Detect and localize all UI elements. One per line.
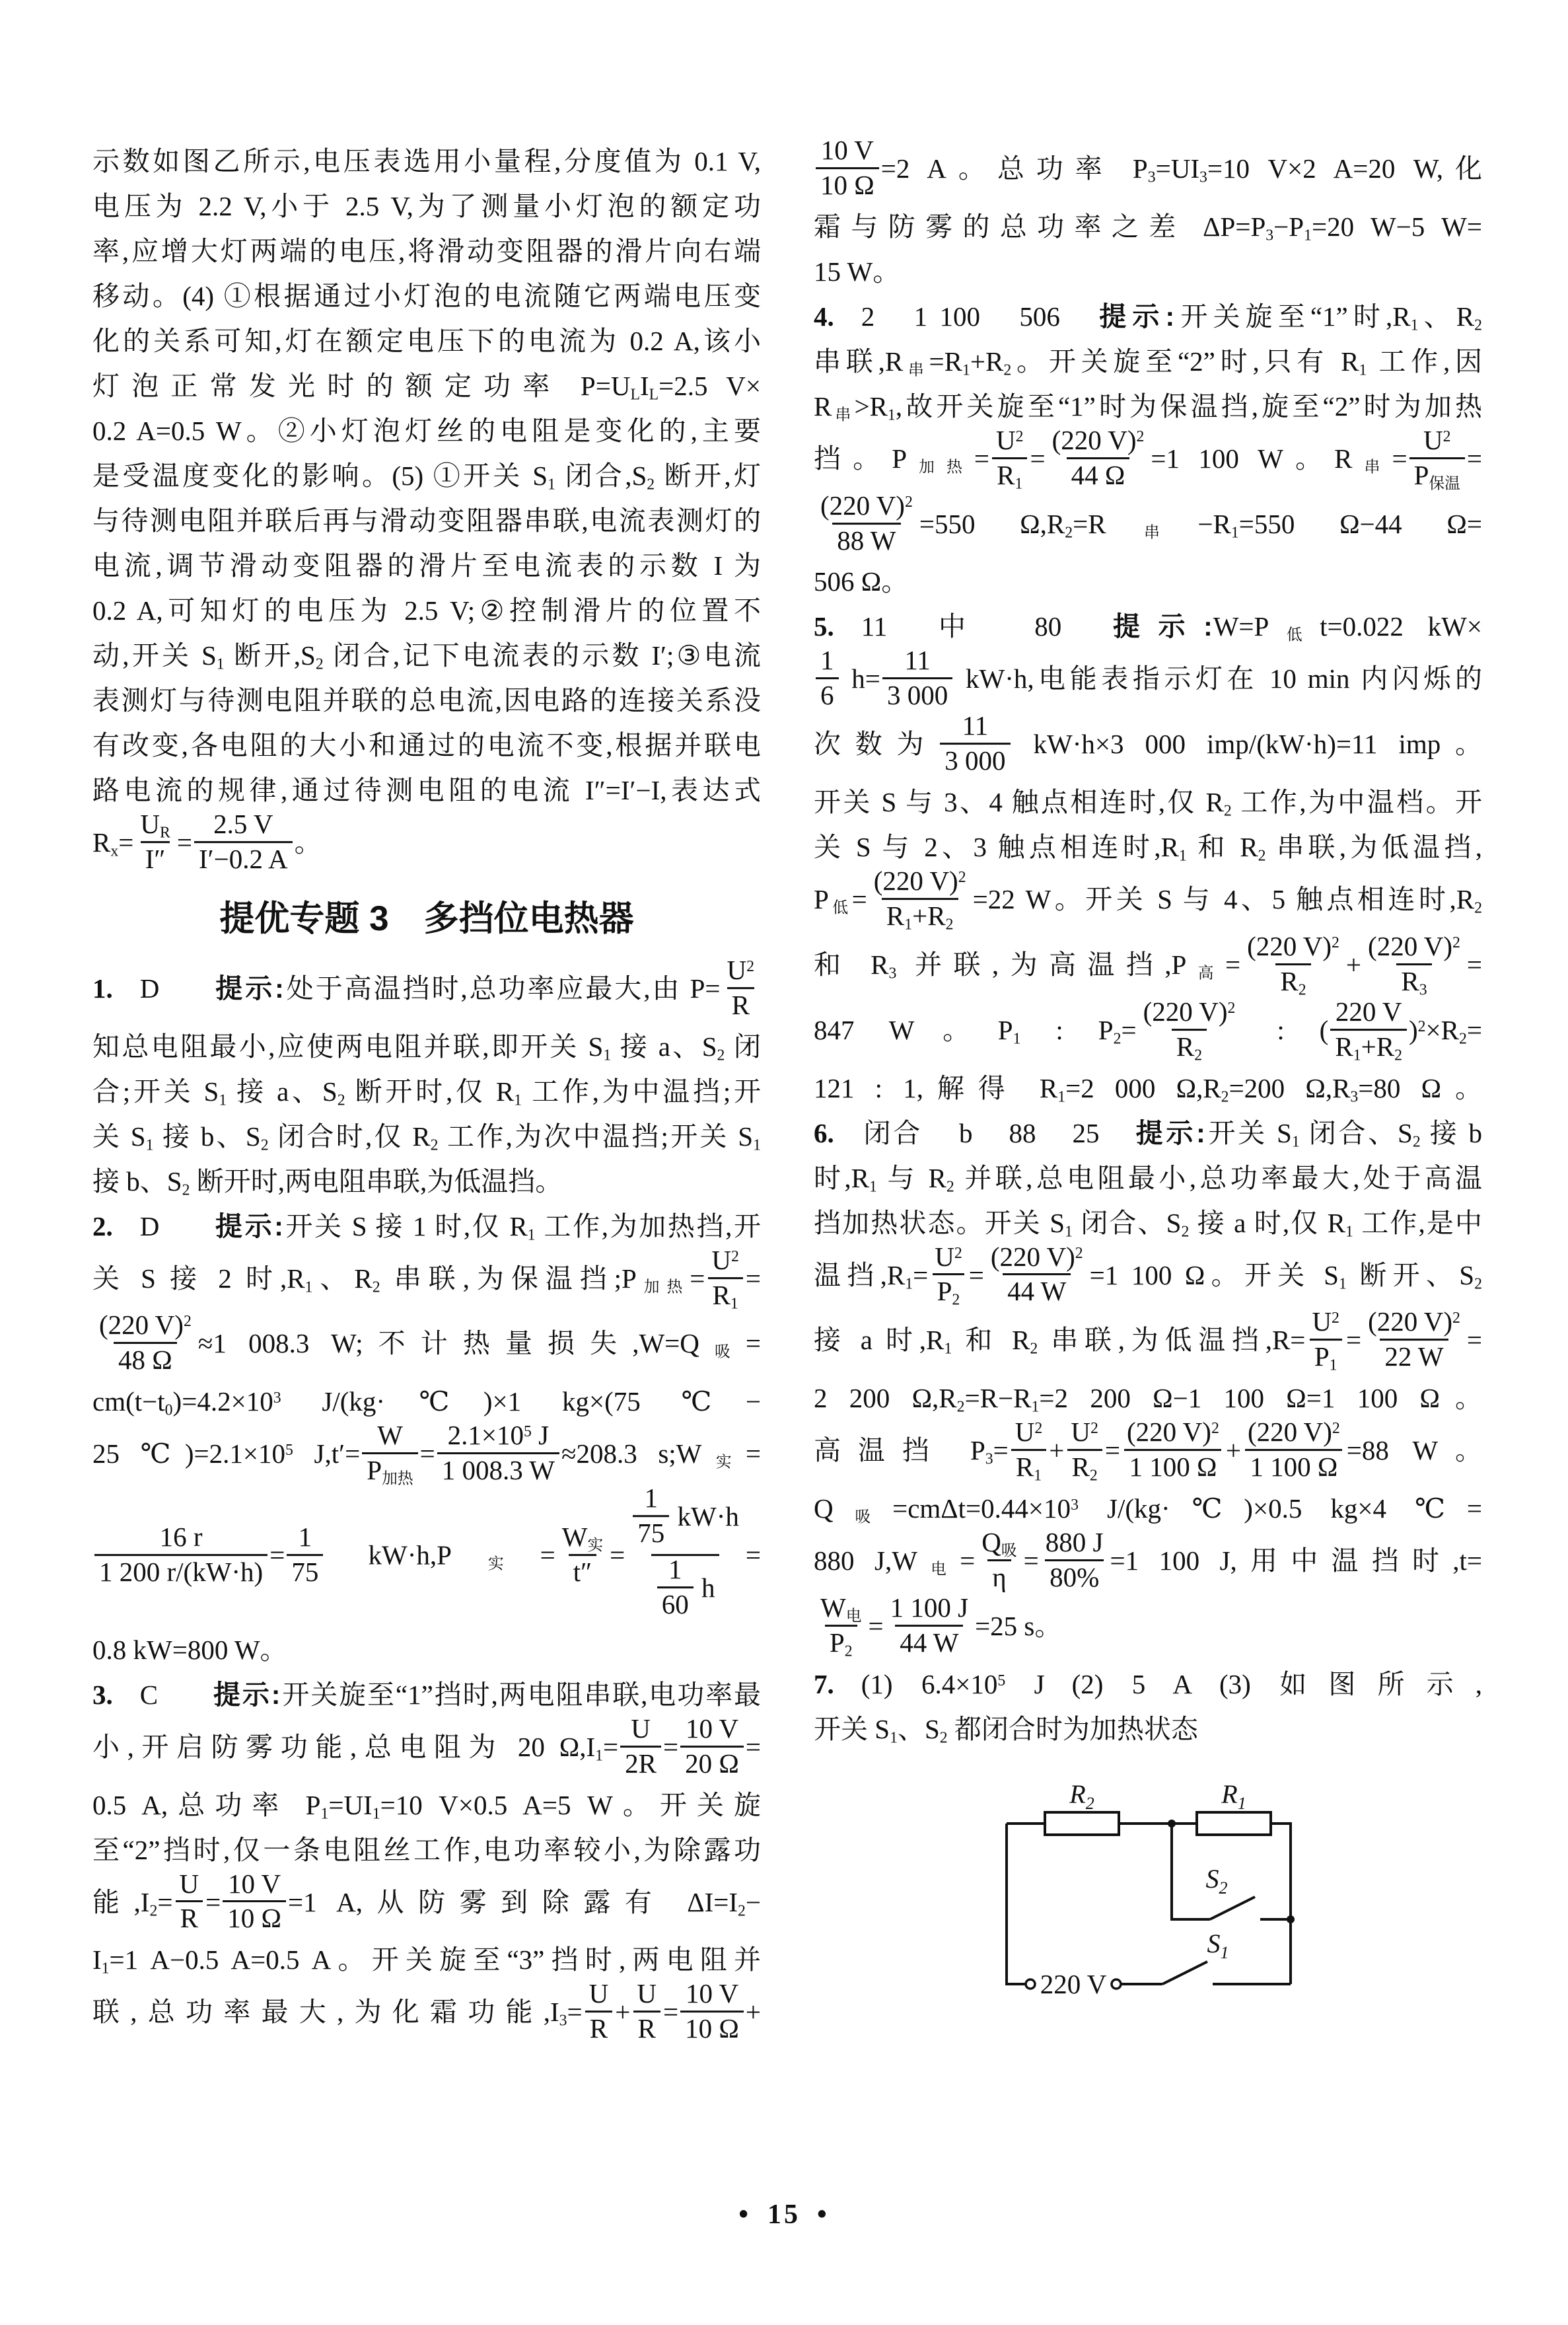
fraction: $\frac{1}{75}$ <box>633 1483 669 1549</box>
circuit-figure <box>960 1778 1304 2009</box>
fraction: $\frac{U^2}{R_1}$ <box>707 1245 744 1311</box>
item-number: 1. <box>92 973 113 1004</box>
text-line: 6. 闭合 b 88 25 提示:开关 $S_1$ 闭合、$S_2$ 接 b <box>814 1117 1482 1151</box>
text-line: 880 $J,W_电=$ $\frac{Q_吸}{\eta}$ = $\frac{880 J}{80\%}$ =1 100 J,用中温挡时,t= <box>814 1527 1483 1592</box>
fraction: $\frac{U}{2R}$ <box>620 1714 661 1779</box>
item-number: 6. <box>814 1117 834 1148</box>
resistor-r2-label: $R_2$ <box>1069 1779 1094 1813</box>
text-line: 506 Ω。 <box>814 566 909 597</box>
switch-s1-label: $S_1$ <box>1207 1928 1229 1962</box>
text-line: $\frac{1}{6}$ h= $\frac{11}{3 000}$ kW·h,电能表指示灯在 10 min 内闪烁的 <box>814 649 1482 714</box>
text-line: 关 S 与 2、3 触点相连时$,R_1$ 和 $R_2$ 串联,为低温挡, <box>814 832 1482 865</box>
fraction: $\frac{U}{R}$ <box>632 1979 661 2044</box>
text-line: 关 $S_1$ 接 b、$S_2$ 闭合时,仅 $R_2$ 工作,为次中温挡;开关 $S_1$ <box>92 1121 761 1154</box>
text-line: 温挡$,R_1=$ $\frac{U^2}{P_2}$ = $\frac{(220 V)^2}{44 W}$ =1 100 Ω。开关 $S_1$ 断开、$S_2$ <box>814 1241 1482 1310</box>
text-line: 121 : 1,解得 $R_1=2$ 000 $\Omega,R_2=200$ $\Omega,R_3=80$ Ω。 <box>814 1072 1482 1106</box>
text-line: 4. 2 1 100 506 提示:开关旋至“1”时$,R_1$、$R_2$ <box>814 301 1482 334</box>
text-line: 2. D 提示:开关 S 接 1 时,仅 $R_1$ 工作,为加热挡,开 <box>92 1210 762 1244</box>
text-line: 表测灯与待测电阻并联的总电流,因电路的连接关系没 <box>92 685 761 716</box>
text-line: 5. 11 中 80 提示$:W=P_低t=0.022$ kW× <box>814 611 1483 645</box>
text-line: 示数如图乙所示,电压表选用小量程,分度值为 0.1 V, <box>92 146 761 176</box>
fraction: $\frac{U^2}{R_1}$ <box>991 425 1028 491</box>
hint-label: 提示: <box>213 1210 284 1241</box>
fraction: $\frac{1}{6}$ <box>816 646 839 712</box>
text-line: 25 $℃)=2.1\times 10^5$ J,t′= $\frac{W}{P_{加热}}$ = $\frac{2.1\times 10^5 J}{1 008.3 W}$ ≈208.3 $s;W_实=$ <box>92 1420 762 1488</box>
fraction: $\frac{U^2}{P_{保温}}$ <box>1409 425 1465 491</box>
fraction: $\frac{2.1\times 10^5 J}{1 008.3 W}$ <box>437 1421 559 1486</box>
right-column <box>814 135 1483 2009</box>
text-line: 与待测电阻并联后再与滑动变阻器串联,电流表测灯的 <box>92 505 761 536</box>
text-line: $\frac{10 V}{10 \Omega}$ =2 A。总功率 $P_3=UI_3=10$ V×2 A=20 W,化 <box>814 139 1482 204</box>
text-line: 知总电阻最小,应使两电阻并联,即开关 $S_1$ 接 a、$S_2$ 闭 <box>92 1031 761 1064</box>
text-line: 和 $R_3$ 并联,为高温挡$,P_高=$ $\frac{(220 V)^2}{R_2}$ + $\frac{(220 V)^2}{R_3}$ = <box>814 930 1482 999</box>
text-line: 7. (1) $6.4\times 10^5$ J (2) 5 A (3) 如图所示, <box>814 1668 1482 1699</box>
circuit-diagram <box>960 1778 1304 2009</box>
fraction: $\frac{U_R}{I''}$ <box>140 809 170 874</box>
fraction: $\frac{880 J}{80\%}$ <box>1045 1527 1104 1592</box>
text-line: 电压为 2.2 V,小于 2.5 V,为了测量小灯泡的额定功 <box>92 191 761 221</box>
text-line: 动,开关 $S_1$ 断开$,S_2$ 闭合,记下电流表的示数 I′;③电流 <box>92 640 761 673</box>
fraction: $\frac{220 V}{R_1+R_2}$ <box>1330 997 1407 1062</box>
fraction: $\frac{10 V}{10 \Omega}$ <box>816 135 879 201</box>
fraction: $\frac{U^2}{P_2}$ <box>930 1242 967 1308</box>
fraction: $\frac{(220 V)^2}{R_3}$ <box>1368 930 1460 999</box>
fraction: $\frac{U^2}{R_2}$ <box>1066 1417 1103 1483</box>
fraction: $\frac{(220 V)^2}{22 W}$ <box>1368 1306 1460 1372</box>
fraction: $\frac{(220 V)^2}{44 W}$ <box>990 1241 1083 1307</box>
voltage-label: 220 V <box>1040 1968 1107 1999</box>
terminal-right <box>1112 1979 1121 1989</box>
fraction: $\frac{1 100 J}{44 W}$ <box>890 1592 969 1658</box>
terminal-left <box>1026 1979 1035 1989</box>
text-line: 接 b、$S_2$ 断开时,两电阻串联,为低温挡。 <box>92 1165 563 1199</box>
fraction: $\frac{2.5 V}{I'-0.2 A}$ <box>194 809 293 875</box>
fraction: $\frac{W_电}{P_2}$ <box>820 1592 862 1660</box>
fraction: $\frac{U^2}{P_1}$ <box>1307 1307 1344 1372</box>
junction-dot-top <box>1168 1820 1176 1827</box>
fraction: $\frac{(220 V)^2}{44 \Omega}$ <box>1051 424 1145 490</box>
text-line: 开关 $S_1$、$S_2$ 都闭合时为加热状态 <box>814 1713 1198 1747</box>
hint-label: 提示: <box>1135 1117 1206 1148</box>
fraction: $\frac{16 r}{1 200 r/(kW\cdot h)}$ <box>94 1522 267 1588</box>
resistor-r1-label: $R_1$ <box>1221 1779 1246 1813</box>
text-line: $\frac{W_电}{P_2}$ = $\frac{1 100 J}{44 W}$ =25 s。 <box>814 1596 1482 1662</box>
resistor-r2-box <box>1045 1812 1119 1835</box>
fraction: $\frac{U}{R}$ <box>585 1979 614 2044</box>
item-number: 7. <box>814 1668 834 1699</box>
text-line: $R_串>R_1$,故开关旋至“1”时为保温挡,旋至“2”时为加热 <box>814 390 1482 424</box>
fraction: $\frac{1}{75}$ kW·h $\frac{1}{60}$ h <box>627 1486 744 1624</box>
hint-label: 提示: <box>212 1679 281 1710</box>
hint-label: 提示: <box>1113 611 1213 642</box>
fraction: $\frac{W_实}{t''}$ <box>561 1522 604 1587</box>
fraction: $\frac{(220 V)^2}{R_2}$ <box>1247 930 1339 999</box>
fraction: $\frac{U^2}{R_1}$ <box>1011 1417 1048 1483</box>
fraction: $\frac{1}{75}$ <box>287 1522 323 1588</box>
text-line: $cm(t-t_0)=4.2\times 10^3$ J/(kg·℃)×1 kg×(75 ℃− <box>92 1386 761 1419</box>
fraction: $\frac{W}{P_{加热}}$ <box>362 1421 417 1486</box>
text-line: 移动。(4) ①根据通过小灯泡的电流随它两端电压变 <box>92 281 761 311</box>
fraction: $\frac{11}{3 000}$ <box>882 646 952 712</box>
text-line: 能$,I_2=$ $\frac{U}{R}$ = $\frac{10 V}{10 \Omega}$ =1 A,从防雾到除露有 $\Delta I=I_2-$ <box>92 1868 762 1934</box>
resistor-r1-box <box>1197 1812 1271 1835</box>
fraction: $\frac{U}{R}$ <box>174 1869 203 1935</box>
text-line: $I_1=1$ A−0.5 A=0.5 A。开关旋至“3”挡时,两电阻并 <box>92 1944 761 1977</box>
fraction: $\frac{(220 V)^2}{48 \Omega}$ <box>99 1310 192 1376</box>
text-line: 化的关系可知,灯在额定电压下的电流为 0.2 A,该小 <box>92 326 761 356</box>
text-line: 挡加热状态。开关 $S_1$ 闭合、$S_2$ 接 a 时,仅 $R_1$ 工作,是中 <box>814 1207 1482 1241</box>
fraction: $\frac{U^2}{R}$ <box>727 954 754 1020</box>
text-line: 小,开启防雾功能,总电阻为 20 $\Omega,I_1=$ $\frac{U}{2R}$ = $\frac{10 V}{20 \Omega}$ = <box>92 1713 761 1779</box>
text-line: $\frac{(220 V)^2}{48 \Omega}$ ≈1 008.3 W;不计热量损失$,W=Q_吸=$ <box>92 1313 761 1379</box>
switch-s2-blade <box>1210 1897 1255 1919</box>
fraction: $\frac{1}{60}$ <box>657 1555 694 1620</box>
hint-label: 提示: <box>213 973 285 1004</box>
fraction: $\frac{10 V}{10 \Omega}$ <box>680 1979 744 2044</box>
text-line: 0.2 A,可知灯的电压为 2.5 V;②控制滑片的位置不 <box>92 595 761 626</box>
text-line: 次数为 $\frac{11}{3 000}$ kW·h×3 000 imp/(kW·h)=11 imp。 <box>814 710 1482 776</box>
hint-label: 提示: <box>1099 301 1176 332</box>
item-number: 4. <box>814 301 834 332</box>
text-line: 关 S 接 2 时$,R_1$、$R_2$ 串联,为保温挡$;P_{加热}=$ $\frac{U^2}{R_1}$ = <box>92 1244 761 1313</box>
fraction: $\frac{(220 V)^2}{R_1+R_2}$ <box>873 866 966 934</box>
text-line: 0.5 A,总功率 $P_1=UI_1=10$ V×0.5 A=5 W。开关旋 <box>92 1789 761 1823</box>
section-title: 提优专题 3 多挡位电热器 <box>219 899 634 938</box>
fraction: $\frac{(220 V)^2}{88 W}$ <box>820 490 913 556</box>
text-line: 2 200 $\Omega,R_2=R-R_1=2$ 200 Ω−1 100 Ω=1 100 Ω。 <box>814 1383 1482 1416</box>
item-number: 3. <box>92 1679 113 1710</box>
text-line: 霜与防雾的总功率之差 $\Delta P=P_3-P_1=20$ W−5 W= <box>814 211 1482 244</box>
text-line: 灯泡正常发光时的额定功率 $P=U_LI_L=2.5$ V× <box>92 371 761 404</box>
text-line: 时$,R_1$ 与 $R_2$ 并联,总电阻最小,总功率最大,处于高温 <box>814 1162 1482 1196</box>
text-line: $\frac{(220 V)^2}{88 W}$ =550 $\Omega,R_2=R_串-R_1=550$ Ω−44 Ω= <box>814 494 1482 560</box>
page-number: • 15 • <box>738 2199 830 2230</box>
fraction: $\frac{(220 V)^2}{1 100 \Omega}$ <box>1243 1417 1345 1483</box>
text-line: $P_低=$ $\frac{(220 V)^2}{R_1+R_2}$ =22 W。开关 S 与 4、5 触点相连时$,R_2$ <box>814 866 1483 934</box>
fraction: $\frac{(220 V)^2}{1 100 \Omega}$ <box>1122 1417 1224 1483</box>
text-line: 有改变,各电阻的大小和通过的电流不变,根据并联电 <box>92 730 761 760</box>
junction-dot-right <box>1287 1915 1295 1923</box>
text-line: 847 W。$P_1$ : $P_2=$ $\frac{(220 V)^2}{R_2}$ : ( $\frac{220 V}{R_1+R_2}$ )$^2\times R_2=$ <box>814 996 1483 1064</box>
text-line: 串联$,R_串=R_1+R_2$。开关旋至“2”时,只有 $R_1$ 工作,因 <box>814 346 1482 379</box>
text-line: 0.8 kW=800 W。 <box>92 1634 287 1665</box>
text-line: 高温挡 $P_3=$ $\frac{U^2}{R_1}$ + $\frac{U^2}{R_2}$ = $\frac{(220 V)^2}{1 100 \Omega}$ + $\frac{(220 V)^2}{1 100 \Omega}$ =88 W。 <box>814 1417 1482 1485</box>
text-line: 至“2”挡时,仅一条电阻丝工作,电功率较小,为除露功 <box>92 1834 761 1865</box>
text-line: 开关 S 与 3、4 触点相连时,仅 $R_2$ 工作,为中温档。开 <box>814 787 1482 820</box>
fraction: $\frac{(220 V)^2}{R_2}$ <box>1143 996 1236 1064</box>
text-line: 联,总功率最大,为化霜功能$,I_3=$ $\frac{U}{R}$ + $\frac{U}{R}$ = $\frac{10 V}{10 \Omega}$ + <box>92 1978 761 2044</box>
right-column-text <box>814 135 1483 1752</box>
left-column <box>92 139 761 2048</box>
text-line: 率,应增大灯两端的电压,将滑动变阻器的滑片向右端 <box>92 236 761 266</box>
text-line: 3. C 提示:开关旋至“1”挡时,两电阻串联,电功率最 <box>92 1679 761 1710</box>
text-line: $\frac{16 r}{1 200 r/(kW\cdot h)}$ = $\frac{1}{75}$ $kW\cdot h,P_实=$ $\frac{W_实}{t''}$ = $\frac{1}{75}$ kW·h $\frac{1}{60}$ h = <box>92 1489 761 1627</box>
switch-s1-blade <box>1162 1962 1207 1984</box>
text-line: 15 W。 <box>814 256 900 287</box>
text-line: 0.2 A=0.5 W。②小灯泡灯丝的电阻是变化的,主要 <box>92 416 761 446</box>
text-line: $R_x=$ $\frac{U_R}{I''}$ = $\frac{2.5 V}{I'-0.2 A}$ 。 <box>92 809 322 874</box>
switch-s2-label: $S_2$ <box>1205 1863 1228 1898</box>
text-line: 合;开关 $S_1$ 接 a、$S_2$ 断开时,仅 $R_1$ 工作,为中温挡;开 <box>92 1076 762 1109</box>
text-line: 接 a 时$,R_1$ 和 $R_2$ 串联,为低温挡,R= $\frac{U^2}{P_1}$ = $\frac{(220 V)^2}{22 W}$ = <box>814 1306 1483 1374</box>
item-number: 2. <box>92 1210 113 1241</box>
text-line: 路电流的规律,通过待测电阻的电流 I″=I′−I,表达式 <box>92 775 761 805</box>
text-line: 电流,调节滑动变阻器的滑片至电流表的示数 I 为 <box>92 550 761 581</box>
fraction: $\frac{11}{3 000}$ <box>940 711 1010 776</box>
text-line: $Q_吸=cm\Delta t=0.44\times 10^3$ J/(kg·℃)×0.5 kg×4 ℃= <box>814 1493 1483 1526</box>
circuit-wires <box>1007 1824 1291 1984</box>
fraction: $\frac{10 V}{20 \Omega}$ <box>680 1714 744 1779</box>
fraction: $\frac{Q_吸}{\eta}$ <box>981 1527 1017 1592</box>
text-line: 1. D 提示:处于高温挡时,总功率应最大,由 P= $\frac{U^2}{R}$ <box>92 959 761 1024</box>
fraction: $\frac{10 V}{10 \Omega}$ <box>223 1869 286 1935</box>
text-line: 挡。$P_{加热}=$ $\frac{U^2}{R_1}$ = $\frac{(220 V)^2}{44 \Omega}$ =1 100 W。$R_串=$ $\frac{U^2}{P_{保温}}$ = <box>814 424 1483 493</box>
text-line: 是受温度变化的影响。(5) ①开关 $S_1$ 闭合$,S_2$ 断开,灯 <box>92 461 762 494</box>
item-number: 5. <box>814 611 834 642</box>
